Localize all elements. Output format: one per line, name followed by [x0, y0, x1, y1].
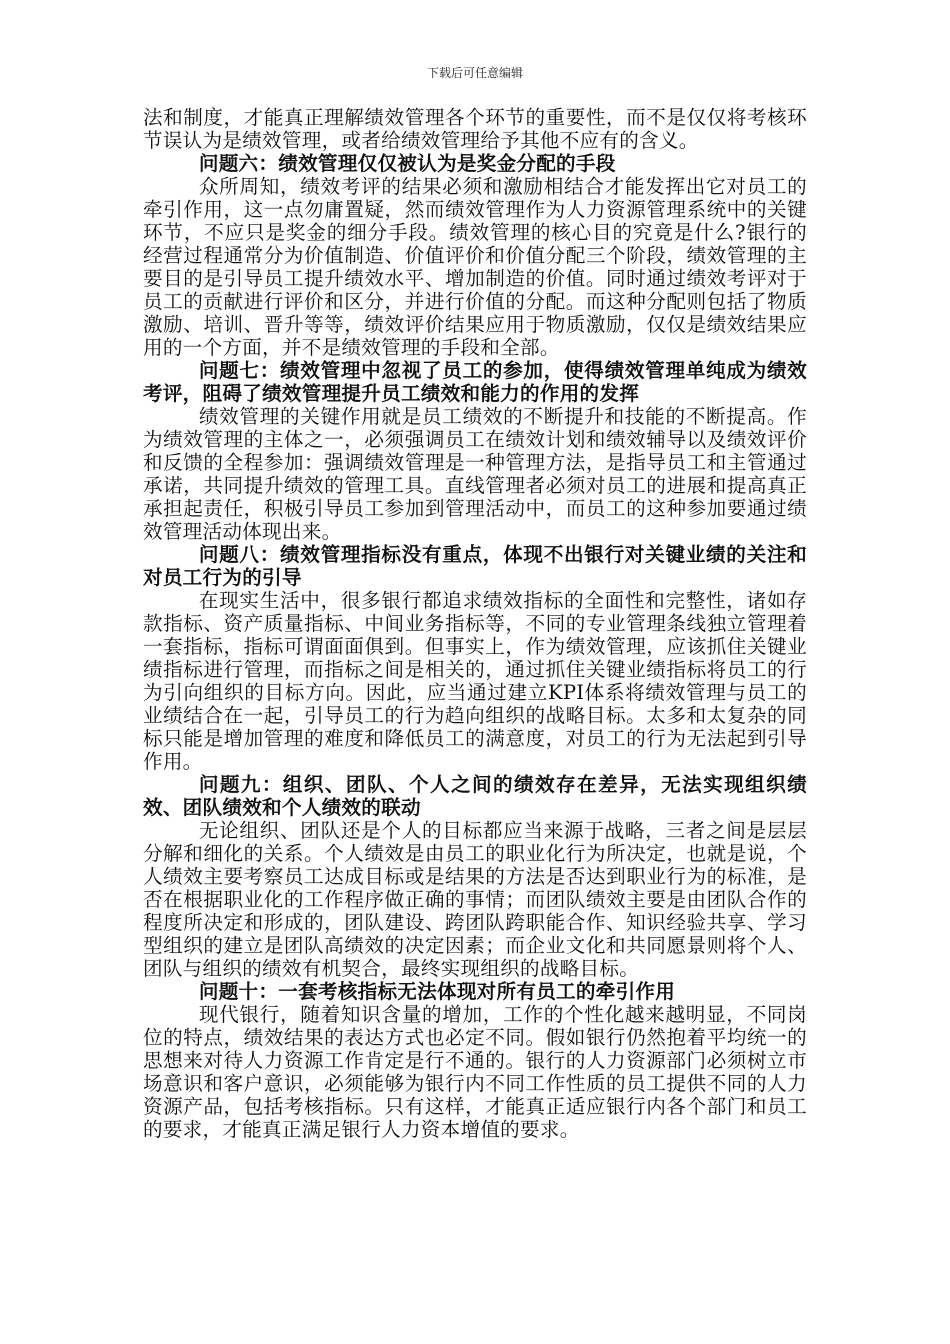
- paragraph-8: 在现实生活中，很多银行都追求绩效指标的全面性和完整性，诸如存款指标、资产质量指标、中间业务指标等，不同的专业管理条线独立管理着一套指标，指标可谓面面俱到。但事实上，作为绩效管理，应该抓住关键业绩指标进行管理，而指标之间是相关的，通过抓住关键业绩指标将员工的行为引向组织的目标方向。因此，应当通过建立KPI体系将绩效管理与员工的业绩结合在一起，引导员工的行为趋向组织的战略目标。太多和太复杂的同标只能是增加管理的难度和降低员工的满意度，对员工的行为无法起到引导作用。: [143, 589, 807, 773]
- section-heading-7: 问题七：绩效管理中忽视了员工的参加，使得绩效管理单纯成为绩效考评，阻碍了绩效管理提升员工绩效和能力的作用的发挥: [143, 359, 807, 405]
- page-header-note: 下载后可任意编辑: [426, 66, 523, 80]
- paragraph-10: 现代银行，随着知识含量的增加，工作的个性化越来越明显，不同岗位的特点，绩效结果的表达方式也必定不同。假如银行仍然抱着平均统一的思想来对待人力资源工作肯定是行不通的。银行的人力资源部门必须树立市场意识和客户意识，必须能够为银行内不同工作性质的员工提供不同的人力资源产品，包括考核指标。只有这样，才能真正适应银行内各个部门和员工的要求，才能真正满足银行人力资本增值的要求。: [143, 1003, 807, 1141]
- section-heading-10: 问题十：一套考核指标无法体现对所有员工的牵引作用: [198, 980, 676, 1003]
- section-heading-9: 问题九：组织、团队、个人之间的绩效存在差异，无法实现组织绩效、团队绩效和个人绩效的联动: [143, 773, 807, 819]
- paragraph-9: 无论组织、团队还是个人的目标都应当来源于战略，三者之间是层层分解和细化的关系。个人绩效是由员工的职业化行为所决定，也就是说，个人绩效主要考察员工达成目标或是结果的方法是否达到职业行为的标准，是否在根据职业化的工作程序做正确的事情；而团队绩效主要是由团队合作的程度所决定和形成的，团队建设、跨团队跨职能合作、知识经验共享、学习型组织的建立是团队高绩效的决定因素；而企业文化和共同愿景则将个人、团队与组织的绩效有机契合，最终实现组织的战略目标。: [143, 819, 807, 980]
- paragraph-continuation: 法和制度，才能真正理解绩效管理各个环节的重要性，而不是仅仅将考核环节误认为是绩效管理，或者给绩效管理给予其他不应有的含义。: [143, 106, 807, 152]
- section-heading-8: 问题八：绩效管理指标没有重点，体现不出银行对关键业绩的关注和对员工行为的引导: [143, 543, 807, 589]
- document-body: [143, 106, 807, 1141]
- section-heading-6: 问题六：绩效管理仅仅被认为是奖金分配的手段: [198, 152, 616, 175]
- paragraph-6: 众所周知，绩效考评的结果必须和激励相结合才能发挥出它对员工的牵引作用，这一点勿庸置疑，然而绩效管理作为人力资源管理系统中的关键环节，不应只是奖金的细分手段。绩效管理的核心目的究竟是什么?银行的经营过程通常分为价值制造、价值评价和价值分配三个阶段，绩效管理的主要目的是引导员工提升绩效水平、增加制造的价值。同时通过绩效考评对于员工的贡献进行评价和区分，并进行价值的分配。而这种分配则包括了物质激励、培训、晋升等等，绩效评价结果应用于物质激励，仅仅是绩效结果应用的一个方面，并不是绩效管理的手段和全部。: [143, 175, 807, 359]
- paragraph-7: 绩效管理的关键作用就是员工绩效的不断提升和技能的不断提高。作为绩效管理的主体之一，必须强调员工在绩效计划和绩效辅导以及绩效评价和反馈的全程参加：强调绩效管理是一种管理方法，是指导员工和主管通过承诺，共同提升绩效的管理工具。直线管理者必须对员工的进展和提高真正承担起责任，积极引导员工参加到管理活动中，而员工的这种参加要通过绩效管理活动体现出来。: [143, 405, 807, 543]
